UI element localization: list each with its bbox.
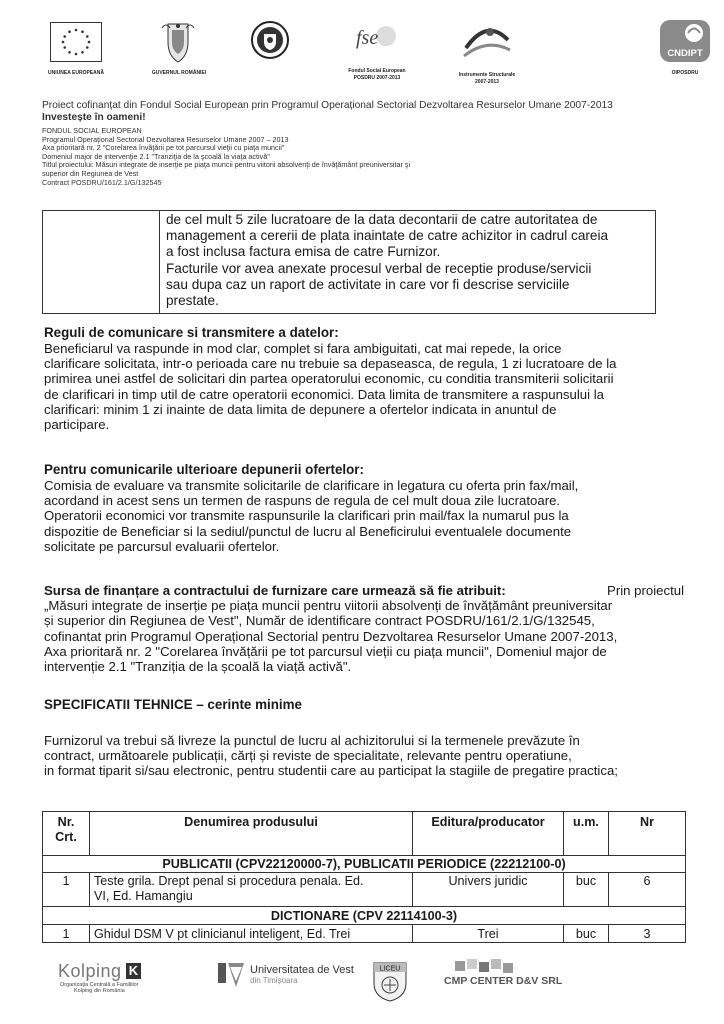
section-later-communications xyxy=(44,462,684,554)
body-line: Comisia de evaluare va transmite solicitarile de clarificare in legatura cu oferta prin fax/mail, xyxy=(44,478,579,493)
section-body xyxy=(44,598,684,674)
body-line: acordand in acest sens un termen de raspuns de regula de cel mult doua zile lucratoare. xyxy=(44,493,561,509)
body-line: Furnizorul va trebui să livreze la punctul de lucru al achizitorului si la termenele prevăzute în xyxy=(44,733,580,748)
ministry-seal-icon xyxy=(250,20,290,60)
body-line: contract, următoarele publicații, cărți și reviste de specialitate, relevante pentru operatiune, xyxy=(44,748,572,764)
col-nr-label-2: Crt. xyxy=(55,830,77,844)
cell-name-line: Teste grila. Drept penal si procedura penala. Ed. xyxy=(94,874,364,888)
eu-flag-icon xyxy=(50,22,102,62)
cell-nr: 1 xyxy=(43,873,90,907)
body-line: cofinantat prin Programul Operațional Sectorial pentru Dezvoltarea Resurselor Umane 2007-2013, xyxy=(44,628,618,644)
info-line: Titlul proiectului: Măsuri integrate de inserţie pe piaţa muncii pentru viitorii absolvenţi de învăţământ preuniversitar şi xyxy=(42,160,411,170)
cont-line: management a cererii de plata inaintate de catre achizitor in cadrul careia xyxy=(166,228,609,244)
section-first-line xyxy=(44,583,684,598)
cont-line: sau dupa caz un raport de activitate in care vor fi descrise serviciile xyxy=(166,276,570,292)
footer-logos xyxy=(0,955,724,1024)
body-line: dispozitie de Beneficiar si la sediul/punctul de lucru al Beneficirului eventualele documente xyxy=(44,523,572,539)
col-editor: Editura/producator xyxy=(413,812,564,856)
uvt-title: Universitatea de Vest xyxy=(250,964,354,976)
body-line: și superior din Regiunea de Vest", Număr de identificare contract POSDRU/161/2.1/G/132545, xyxy=(44,613,595,629)
uvt-emblem-icon xyxy=(216,959,246,989)
section-heading: Sursa de finanțare a contractului de furnizare care urmează să fie atribuit: xyxy=(44,583,506,598)
svg-text:LICEU: LICEU xyxy=(379,965,401,973)
cell-name-line: VI, Ed. Hamangiu xyxy=(94,889,193,903)
cell-editor: Univers juridic xyxy=(413,873,564,907)
table-section-row xyxy=(43,856,686,873)
project-info-block xyxy=(42,127,682,187)
cell-name: Ghidul DSM V pt clinicianul inteligent, Ed. Trei xyxy=(90,925,413,943)
cell-qty: 6 xyxy=(609,873,686,907)
body-line: primirea unei astfel de solicitari din partea operatorului economic, cu conditia transmiterii solicitarii xyxy=(44,371,614,387)
kolping-sub-2: Kolping din România xyxy=(74,988,125,994)
section-title-cell: PUBLICATII (CPV22120000-7), PUBLICATII PERIODICE (22212100-0) xyxy=(43,856,686,873)
body-line: „Măsuri integrate de inserție pe piața muncii pentru viitorii absolvenți de învățământ preuniversitar xyxy=(44,598,613,614)
body-line: Beneficiarul va raspunde in mod clar, complet si fara ambiguitati, cat mai repede, la orice xyxy=(44,341,562,356)
svg-text:fse: fse xyxy=(356,27,379,49)
body-line: Axa prioritară nr. 2 "Corelarea învățării pe tot parcursul vieții cu piața muncii", Domeniul major de xyxy=(44,643,607,659)
cndipt-swoosh-icon xyxy=(682,22,706,44)
kolping-sub: Organizația Centrală a Familiilor xyxy=(60,982,139,988)
section-heading: Reguli de comunicare si transmitere a datelor: xyxy=(44,325,339,340)
col-um: u.m. xyxy=(564,812,609,856)
body-line: solicitate pe parcursul evaluarii ofertelor. xyxy=(44,538,280,554)
body-line: clarificari: minim 1 zi inainte de data limita de depunere a ofertelor indicata in anuntul de xyxy=(44,401,557,417)
cell-nr: 1 xyxy=(43,925,90,943)
header-logos xyxy=(0,0,724,90)
cndipt-logo xyxy=(660,20,710,62)
body-line: de clarificari in timp util de catre operatorii economici. Data limita de transmitere a raspunsului la xyxy=(44,386,604,402)
kolping-mark: K xyxy=(126,963,141,979)
products-table xyxy=(42,811,686,943)
empty-cell xyxy=(43,211,160,314)
body-line: clarificare solicitata, intr-o perioada care nu trebuie sa depaseasca, de regula, 1 zi lucratoare de la xyxy=(44,356,617,372)
col-nr-label: Nr. xyxy=(57,815,75,829)
body-line: intervenție 2.1 "Tranziția de la școală la viață activă". xyxy=(44,659,352,675)
specs-heading: SPECIFICATII TEHNICE – cerinte minime xyxy=(44,697,302,712)
cndipt-mark: CNDIPT xyxy=(667,48,703,59)
section-heading: Pentru comunicarile ulterioare depunerii ofertelor: xyxy=(44,462,364,477)
info-line: Programul Operaţional Sectorial Dezvoltarea Resurselor Umane 2007 – 2013 xyxy=(42,134,289,144)
cont-line: prestate. xyxy=(166,293,219,309)
eu-caption: UNIUNEA EUROPEANĂ xyxy=(48,70,104,76)
table-header-row xyxy=(43,812,686,856)
body-line: Operatorii economici vor transmite raspunsurile la clarificari prin mail/fax la numarul pus la xyxy=(44,508,569,524)
section-title-cell: DICTIONARE (CPV 22114100-3) xyxy=(43,907,686,925)
project-line: Proiect cofinanțat din Fondul Social European prin Programul Operațional Sectorial Dezvoltarea Resurselor Umane 2007-2013 xyxy=(42,100,613,111)
col-qty: Nr xyxy=(609,812,686,856)
school-crest-icon xyxy=(370,955,410,1003)
cndipt-caption: OIPOSDRU xyxy=(671,70,699,76)
first-line-rest: Prin proiectul xyxy=(607,583,684,598)
cmp-title: CMP CENTER D&V SRL xyxy=(444,975,563,987)
invest-line: Investește în oameni! xyxy=(42,112,146,123)
instruments-logo-icon xyxy=(460,18,514,62)
col-name: Denumirea produsului xyxy=(90,812,413,856)
cell-editor: Trei xyxy=(413,925,564,943)
instruments-caption-2: 2007-2013 xyxy=(475,79,499,85)
fse-logo-icon xyxy=(352,22,400,56)
section-body xyxy=(44,478,684,554)
body-line: in format tiparit si/sau electronic, pentru studentii care au participat la stagiile de pregatire practica; xyxy=(44,763,618,779)
continuation-table xyxy=(42,210,656,314)
government-caption: GUVERNUL ROMÂNIEI xyxy=(151,70,207,76)
cell-name xyxy=(90,873,413,907)
fse-caption-2: POSDRU 2007-2013 xyxy=(353,75,401,81)
table-row xyxy=(43,925,686,943)
section-body xyxy=(44,341,684,432)
info-line: FONDUL SOCIAL EUROPEAN xyxy=(42,126,142,135)
table-row xyxy=(43,873,686,907)
cell-qty: 3 xyxy=(609,925,686,943)
info-line: Contract POSDRU/161/2.1/G/132545 xyxy=(42,177,162,187)
section-communication xyxy=(44,325,684,432)
info-line: Axa prioritară nr. 2 "Corelarea învăţării pe tot parcursul vieţii cu piaţa muncii" xyxy=(42,143,285,153)
uvt-sub: din Timișoara xyxy=(250,976,298,985)
col-nr xyxy=(43,812,90,856)
info-line: superior din Regiunea de Vest xyxy=(42,168,139,178)
table-section-row xyxy=(43,907,686,925)
section-financing xyxy=(44,583,684,674)
specs-body xyxy=(44,733,694,779)
info-line: Domeniul major de intervenţie 2.1 "Tranziţia de la şcoală la viaţa activă" xyxy=(42,151,270,161)
cmp-mosaic xyxy=(455,959,515,973)
cell-um: buc xyxy=(564,925,609,943)
cont-line: a fost inclusa factura emisa de catre Furnizor. xyxy=(166,244,441,260)
instruments-caption: Instrumente Structurale xyxy=(458,72,516,78)
continuation-cell xyxy=(160,211,656,314)
government-crest-icon xyxy=(160,20,196,64)
fse-caption: Fondul Social European xyxy=(348,68,406,74)
body-line: participare. xyxy=(44,417,110,433)
kolping-title: Kolping xyxy=(58,961,122,981)
kolping-logo xyxy=(58,961,178,994)
cont-line: Facturile vor avea anexate procesul verbal de receptie produse/servicii xyxy=(166,260,592,276)
cont-line: de cel mult 5 zile lucratoare de la data decontarii de catre autoritatea de xyxy=(166,212,598,227)
cell-um: buc xyxy=(564,873,609,907)
